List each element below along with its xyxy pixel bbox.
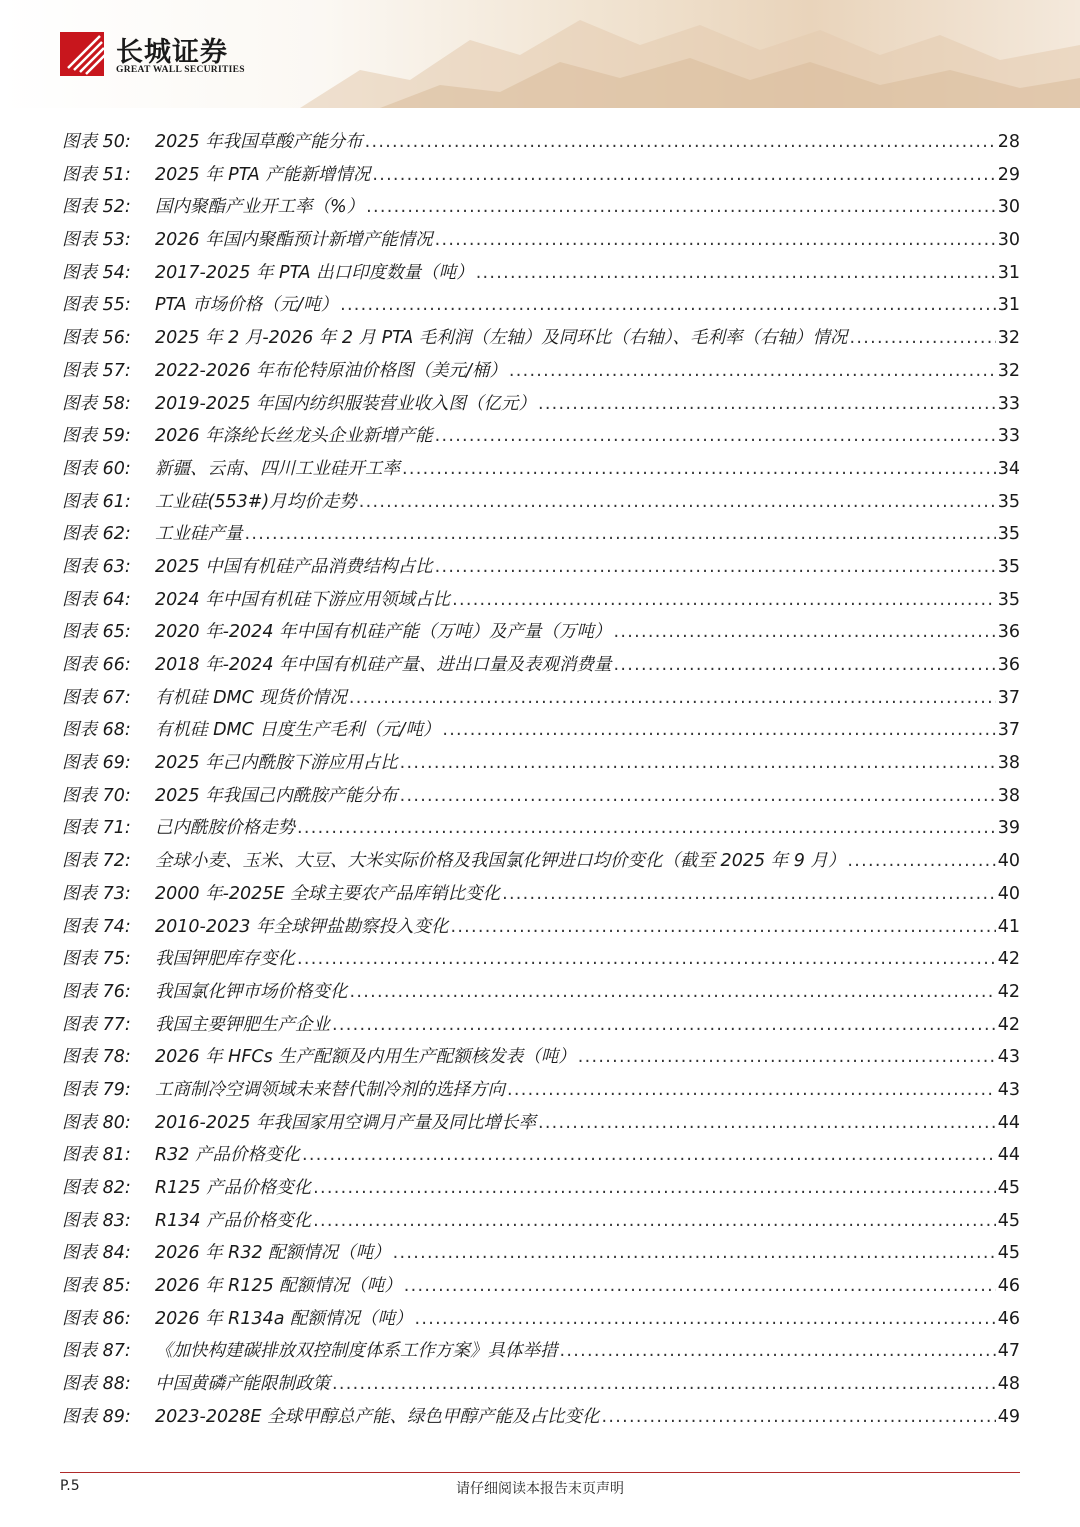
toc-entry[interactable] (62, 649, 1020, 682)
toc-dot-leader (578, 1041, 996, 1074)
toc-entry-page[interactable]: 29 (997, 164, 1020, 185)
toc-entry-label: 图表 57: (62, 360, 131, 381)
toc-entry-title[interactable]: 2025 年我国草酸产能分布 (155, 132, 363, 152)
toc-entry-page[interactable]: 42 (997, 1014, 1020, 1035)
toc-entry-page[interactable]: 43 (997, 1079, 1020, 1100)
toc-entry-label: 图表 54: (62, 262, 131, 283)
toc-entry-label: 图表 68: (62, 720, 131, 741)
toc-entry-page[interactable]: 42 (997, 981, 1020, 1002)
toc-entry-label: 图表 50: (62, 132, 131, 152)
toc-entry-title[interactable]: 我国氯化钾市场价格变化 (155, 981, 348, 1002)
toc-entry-page[interactable]: 35 (997, 491, 1020, 512)
toc-entry[interactable] (62, 845, 1020, 878)
toc-entry-page[interactable]: 31 (997, 262, 1020, 283)
toc-entry-label: 图表 73: (62, 883, 131, 904)
toc-entry[interactable] (62, 780, 1020, 813)
toc-entry-page[interactable]: 38 (997, 785, 1020, 806)
toc-dot-leader (297, 943, 996, 976)
toc-entry[interactable] (62, 584, 1020, 617)
toc-entry-title[interactable]: 全球小麦、玉米、大豆、大米实际价格及我国氯化钾进口均价变化（截至 2025 年 9 月） (155, 851, 846, 872)
toc-dot-leader (350, 976, 996, 1009)
toc-entry-label: 图表 79: (62, 1079, 131, 1100)
toc-entry-page[interactable]: 31 (997, 295, 1020, 316)
toc-dot-leader (340, 289, 996, 322)
toc-entry[interactable] (62, 224, 1020, 257)
toc-entry-title[interactable]: 国内聚酯产业开工率（%） (155, 197, 365, 218)
toc-entry-page[interactable]: 47 (997, 1341, 1020, 1362)
toc-entry[interactable] (62, 1205, 1020, 1238)
toc-entry-title[interactable]: 2026 年 R134a 配额情况（吨） (155, 1308, 413, 1329)
toc-entry[interactable] (62, 322, 1020, 355)
toc-entry-title[interactable]: 2026 年国内聚酯预计新增产能情况 (155, 230, 433, 251)
toc-entry-title[interactable]: 我国钾肥库存变化 (155, 949, 295, 970)
toc-entry[interactable] (62, 191, 1020, 224)
toc-entry[interactable] (62, 388, 1020, 421)
toc-entry-title[interactable]: 2026 年 R125 配额情况（吨） (155, 1276, 402, 1297)
toc-dot-leader (435, 224, 996, 257)
toc-entry-title[interactable]: 2022-2026 年布伦特原油价格图（美元/桶） (155, 360, 507, 381)
toc-dot-leader (415, 1303, 996, 1336)
toc-entry-page[interactable]: 44 (997, 1112, 1020, 1133)
toc-entry[interactable] (62, 486, 1020, 519)
toc-dot-leader (452, 584, 996, 617)
toc-entry-label: 图表 52: (62, 197, 131, 218)
toc-dot-leader (313, 1205, 996, 1238)
toc-entry-label: 图表 67: (62, 687, 131, 708)
toc-entry[interactable] (62, 1237, 1020, 1270)
toc-entry-page[interactable]: 44 (997, 1145, 1020, 1166)
toc-entry-title[interactable]: 工商制冷空调领域未来替代制冷剂的选择方向 (155, 1079, 505, 1100)
toc-dot-leader (509, 355, 996, 388)
brand-name-cn: 长城证券 (116, 37, 228, 68)
toc-dot-leader (245, 518, 996, 551)
toc-entry-page[interactable]: 39 (997, 818, 1020, 839)
toc-entry-page[interactable]: 32 (997, 328, 1020, 349)
toc-entry[interactable] (62, 1009, 1020, 1042)
toc-dot-leader (313, 1172, 996, 1205)
toc-entry-label: 图表 71: (62, 818, 131, 839)
toc-entry-page[interactable]: 36 (997, 655, 1020, 675)
toc-entry[interactable] (62, 714, 1020, 747)
toc-dot-leader (850, 322, 996, 355)
toc-entry[interactable] (62, 420, 1020, 453)
toc-entry-label: 图表 88: (62, 1374, 131, 1395)
toc-entry-label: 图表 66: (62, 655, 131, 675)
toc-entry-title[interactable]: 工业硅产量 (155, 524, 243, 545)
toc-entry[interactable] (62, 1041, 1020, 1074)
toc-entry-label: 图表 62: (62, 524, 131, 545)
toc-entry-label: 图表 77: (62, 1014, 131, 1035)
toc-dot-leader (349, 682, 996, 715)
toc-entry-label: 图表 83: (62, 1210, 131, 1231)
toc-dot-leader (614, 616, 996, 649)
toc-entry-title[interactable]: 2016-2025 年我国家用空调月产量及同比增长率 (155, 1112, 536, 1133)
toc-dot-leader (393, 1237, 996, 1270)
toc-entry[interactable] (62, 616, 1020, 649)
toc-entry-label: 图表 86: (62, 1308, 131, 1329)
toc-entry[interactable] (62, 682, 1020, 715)
toc-entry-title[interactable]: R125 产品价格变化 (155, 1178, 312, 1198)
toc-entry-title[interactable]: 2025 年 PTA 产能新增情况 (155, 164, 371, 185)
toc-entry-label: 图表 81: (62, 1145, 131, 1166)
toc-entry-title[interactable]: 2020 年-2024 年中国有机硅产能（万吨）及产量（万吨） (155, 622, 612, 643)
toc-dot-leader (442, 714, 995, 747)
toc-entry[interactable] (62, 355, 1020, 388)
toc-entry[interactable] (62, 1303, 1020, 1336)
toc-entry-label: 图表 75: (62, 949, 131, 970)
toc-entry-title[interactable]: 2019-2025 年国内纺织服装营业收入图（亿元） (155, 393, 536, 414)
toc-entry-title[interactable]: 2026 年涤纶长丝龙头企业新增产能 (155, 426, 433, 447)
toc-entry[interactable] (62, 1074, 1020, 1107)
toc-entry-page[interactable]: 37 (997, 720, 1020, 741)
page-number: P.5 (60, 1478, 80, 1494)
toc-entry-label: 图表 58: (62, 393, 131, 414)
toc-dot-leader (847, 845, 995, 878)
toc-entry-label: 图表 63: (62, 556, 131, 577)
toc-dot-leader (450, 911, 995, 944)
toc-entry[interactable] (62, 812, 1020, 845)
toc-dot-leader (400, 780, 996, 813)
brand-name-en: GREAT WALL SECURITIES (116, 65, 245, 75)
toc-entry[interactable] (62, 1107, 1020, 1140)
toc-entry-page[interactable]: 33 (997, 426, 1020, 447)
toc-entry-page[interactable]: 49 (997, 1406, 1020, 1427)
toc-dot-leader (332, 1009, 996, 1042)
toc-entry-title[interactable]: 2010-2023 年全球钾盐勘察投入变化 (155, 916, 449, 937)
toc-dot-leader (538, 1107, 996, 1140)
toc-dot-leader (365, 126, 996, 159)
toc-entry[interactable] (62, 1335, 1020, 1368)
toc-entry-page[interactable]: 42 (997, 949, 1020, 970)
toc-entry-label: 图表 89: (62, 1406, 131, 1427)
toc-dot-leader (507, 1074, 996, 1107)
toc-entry-title[interactable]: 有机硅 DMC 日度生产毛利（元/吨） (155, 720, 441, 741)
toc-dot-leader (560, 1335, 996, 1368)
toc-entry-page[interactable]: 35 (997, 589, 1020, 610)
toc-entry-page[interactable]: 46 (997, 1276, 1020, 1297)
toc-entry[interactable] (62, 1139, 1020, 1172)
toc-entry-title[interactable]: 《加快构建碳排放双控制度体系工作方案》具体举措 (155, 1341, 558, 1362)
toc-entry-title[interactable]: 己内酰胺价格走势 (155, 818, 295, 839)
toc-entry-page[interactable]: 38 (997, 753, 1020, 774)
toc-entry-page[interactable]: 30 (997, 197, 1020, 218)
toc-entry-label: 图表 85: (62, 1276, 131, 1297)
toc-entry-title[interactable]: 2023-2028E 全球甲醇总产能、绿色甲醇产能及占比变化 (155, 1406, 600, 1427)
toc-entry-label: 图表 61: (62, 491, 131, 512)
toc-entry-label: 图表 53: (62, 230, 131, 251)
toc-entry-page[interactable]: 46 (997, 1308, 1020, 1329)
toc-dot-leader (502, 878, 996, 911)
toc-entry[interactable] (62, 943, 1020, 976)
toc-dot-leader (476, 257, 996, 290)
toc-entry-label: 图表 56: (62, 328, 131, 349)
toc-entry[interactable] (62, 1270, 1020, 1303)
toc-entry-title[interactable]: 2000 年-2025E 全球主要农产品库销比变化 (155, 883, 501, 904)
great-wall-securities-logo-icon (60, 28, 108, 76)
toc-entry-title[interactable]: 2025 年 2 月-2026 年 2 月 PTA 毛利润（左轴）及同环比（右轴）、毛利率（右轴）情况 (155, 328, 848, 349)
toc-dot-leader (538, 388, 996, 421)
toc-dot-leader (302, 1139, 996, 1172)
page-header (0, 0, 1080, 108)
toc-entry[interactable] (62, 911, 1020, 944)
toc-entry-label: 图表 76: (62, 981, 131, 1002)
toc-entry-page[interactable]: 34 (997, 458, 1020, 479)
toc-entry-label: 图表 65: (62, 622, 131, 643)
toc-entry-title[interactable]: 2018 年-2024 年中国有机硅产量、进出口量及表观消费量 (155, 655, 612, 675)
toc-entry-title[interactable]: R32 产品价格变化 (155, 1145, 300, 1166)
toc-entry-title[interactable]: 有机硅 DMC 现货价情况 (155, 687, 347, 708)
toc-entry-page[interactable]: 40 (997, 851, 1020, 872)
toc-entry-title[interactable]: 中国黄磷产能限制政策 (155, 1374, 330, 1395)
toc-entry-title[interactable]: 新疆、云南、四川工业硅开工率 (155, 458, 400, 479)
toc-dot-leader (372, 159, 995, 192)
figure-index-list (62, 126, 1020, 1434)
toc-entry[interactable] (62, 1172, 1020, 1205)
toc-entry-page[interactable]: 35 (997, 556, 1020, 577)
brand-logo (60, 28, 260, 78)
toc-entry-title[interactable]: R134 产品价格变化 (155, 1210, 312, 1231)
toc-entry[interactable] (62, 1368, 1020, 1401)
toc-entry-title[interactable]: 工业硅(553#)月均价走势 (155, 491, 357, 512)
toc-entry-title[interactable]: 2025 中国有机硅产品消费结构占比 (155, 556, 433, 577)
toc-entry-label: 图表 64: (62, 589, 131, 610)
toc-entry[interactable] (62, 1401, 1020, 1434)
toc-entry-title[interactable]: 2025 年我国己内酰胺产能分布 (155, 785, 398, 806)
toc-entry-title[interactable]: 2024 年中国有机硅下游应用领域占比 (155, 589, 451, 610)
toc-entry-label: 图表 87: (62, 1341, 131, 1362)
toc-dot-leader (402, 453, 996, 486)
toc-entry-title[interactable]: 2017-2025 年 PTA 出口印度数量（吨） (155, 262, 474, 283)
toc-dot-leader (297, 812, 996, 845)
toc-entry-page[interactable]: 33 (997, 393, 1020, 414)
toc-entry-page[interactable]: 28 (997, 132, 1020, 152)
toc-entry[interactable] (62, 518, 1020, 551)
toc-entry-page[interactable]: 37 (997, 687, 1020, 708)
toc-entry-page[interactable]: 45 (997, 1178, 1020, 1198)
toc-entry-title[interactable]: 2025 年己内酰胺下游应用占比 (155, 753, 398, 774)
toc-dot-leader (400, 747, 996, 780)
toc-entry[interactable] (62, 257, 1020, 290)
toc-dot-leader (435, 551, 996, 584)
toc-entry-title[interactable]: 我国主要钾肥生产企业 (155, 1014, 330, 1035)
toc-entry-label: 图表 80: (62, 1112, 131, 1133)
footer-disclaimer: 请仔细阅读本报告末页声明 (456, 1481, 624, 1497)
toc-entry-page[interactable]: 43 (997, 1047, 1020, 1068)
toc-entry[interactable] (62, 551, 1020, 584)
toc-dot-leader (359, 486, 996, 519)
toc-entry-page[interactable]: 45 (997, 1210, 1020, 1231)
toc-entry-label: 图表 78: (62, 1047, 131, 1068)
toc-entry-page[interactable]: 30 (997, 230, 1020, 251)
toc-entry-label: 图表 55: (62, 295, 131, 316)
toc-entry-label: 图表 84: (62, 1243, 131, 1264)
toc-entry-label: 图表 69: (62, 753, 131, 774)
toc-entry-page[interactable]: 40 (997, 883, 1020, 904)
toc-dot-leader (404, 1270, 996, 1303)
toc-entry-page[interactable]: 35 (997, 524, 1020, 545)
toc-entry[interactable] (62, 126, 1020, 159)
toc-dot-leader (332, 1368, 996, 1401)
toc-entry-title[interactable]: 2026 年 HFCs 生产配额及内用生产配额核发表（吨） (155, 1047, 576, 1068)
toc-entry-label: 图表 70: (62, 785, 131, 806)
toc-entry-page[interactable]: 48 (997, 1374, 1020, 1395)
toc-entry[interactable] (62, 289, 1020, 322)
toc-entry[interactable] (62, 878, 1020, 911)
toc-entry-label: 图表 51: (62, 164, 131, 185)
toc-dot-leader (614, 649, 996, 682)
toc-entry[interactable] (62, 453, 1020, 486)
footer-divider (60, 1472, 1020, 1473)
toc-dot-leader (435, 420, 996, 453)
toc-entry-page[interactable]: 36 (997, 622, 1020, 643)
toc-entry-label: 图表 82: (62, 1178, 131, 1198)
toc-entry-title[interactable]: PTA 市场价格（元/吨） (155, 295, 339, 316)
toc-entry-label: 图表 59: (62, 426, 131, 447)
toc-entry[interactable] (62, 976, 1020, 1009)
toc-entry[interactable] (62, 747, 1020, 780)
toc-entry-label: 图表 72: (62, 851, 131, 872)
toc-dot-leader (602, 1401, 996, 1434)
toc-entry-title[interactable]: 2026 年 R32 配额情况（吨） (155, 1243, 391, 1264)
toc-entry-page[interactable]: 45 (997, 1243, 1020, 1264)
toc-entry-label: 图表 60: (62, 458, 131, 479)
toc-entry-page[interactable]: 41 (997, 916, 1020, 937)
toc-entry-page[interactable]: 32 (997, 360, 1020, 381)
toc-entry-label: 图表 74: (62, 916, 131, 937)
toc-dot-leader (366, 191, 996, 224)
toc-entry[interactable] (62, 159, 1020, 192)
